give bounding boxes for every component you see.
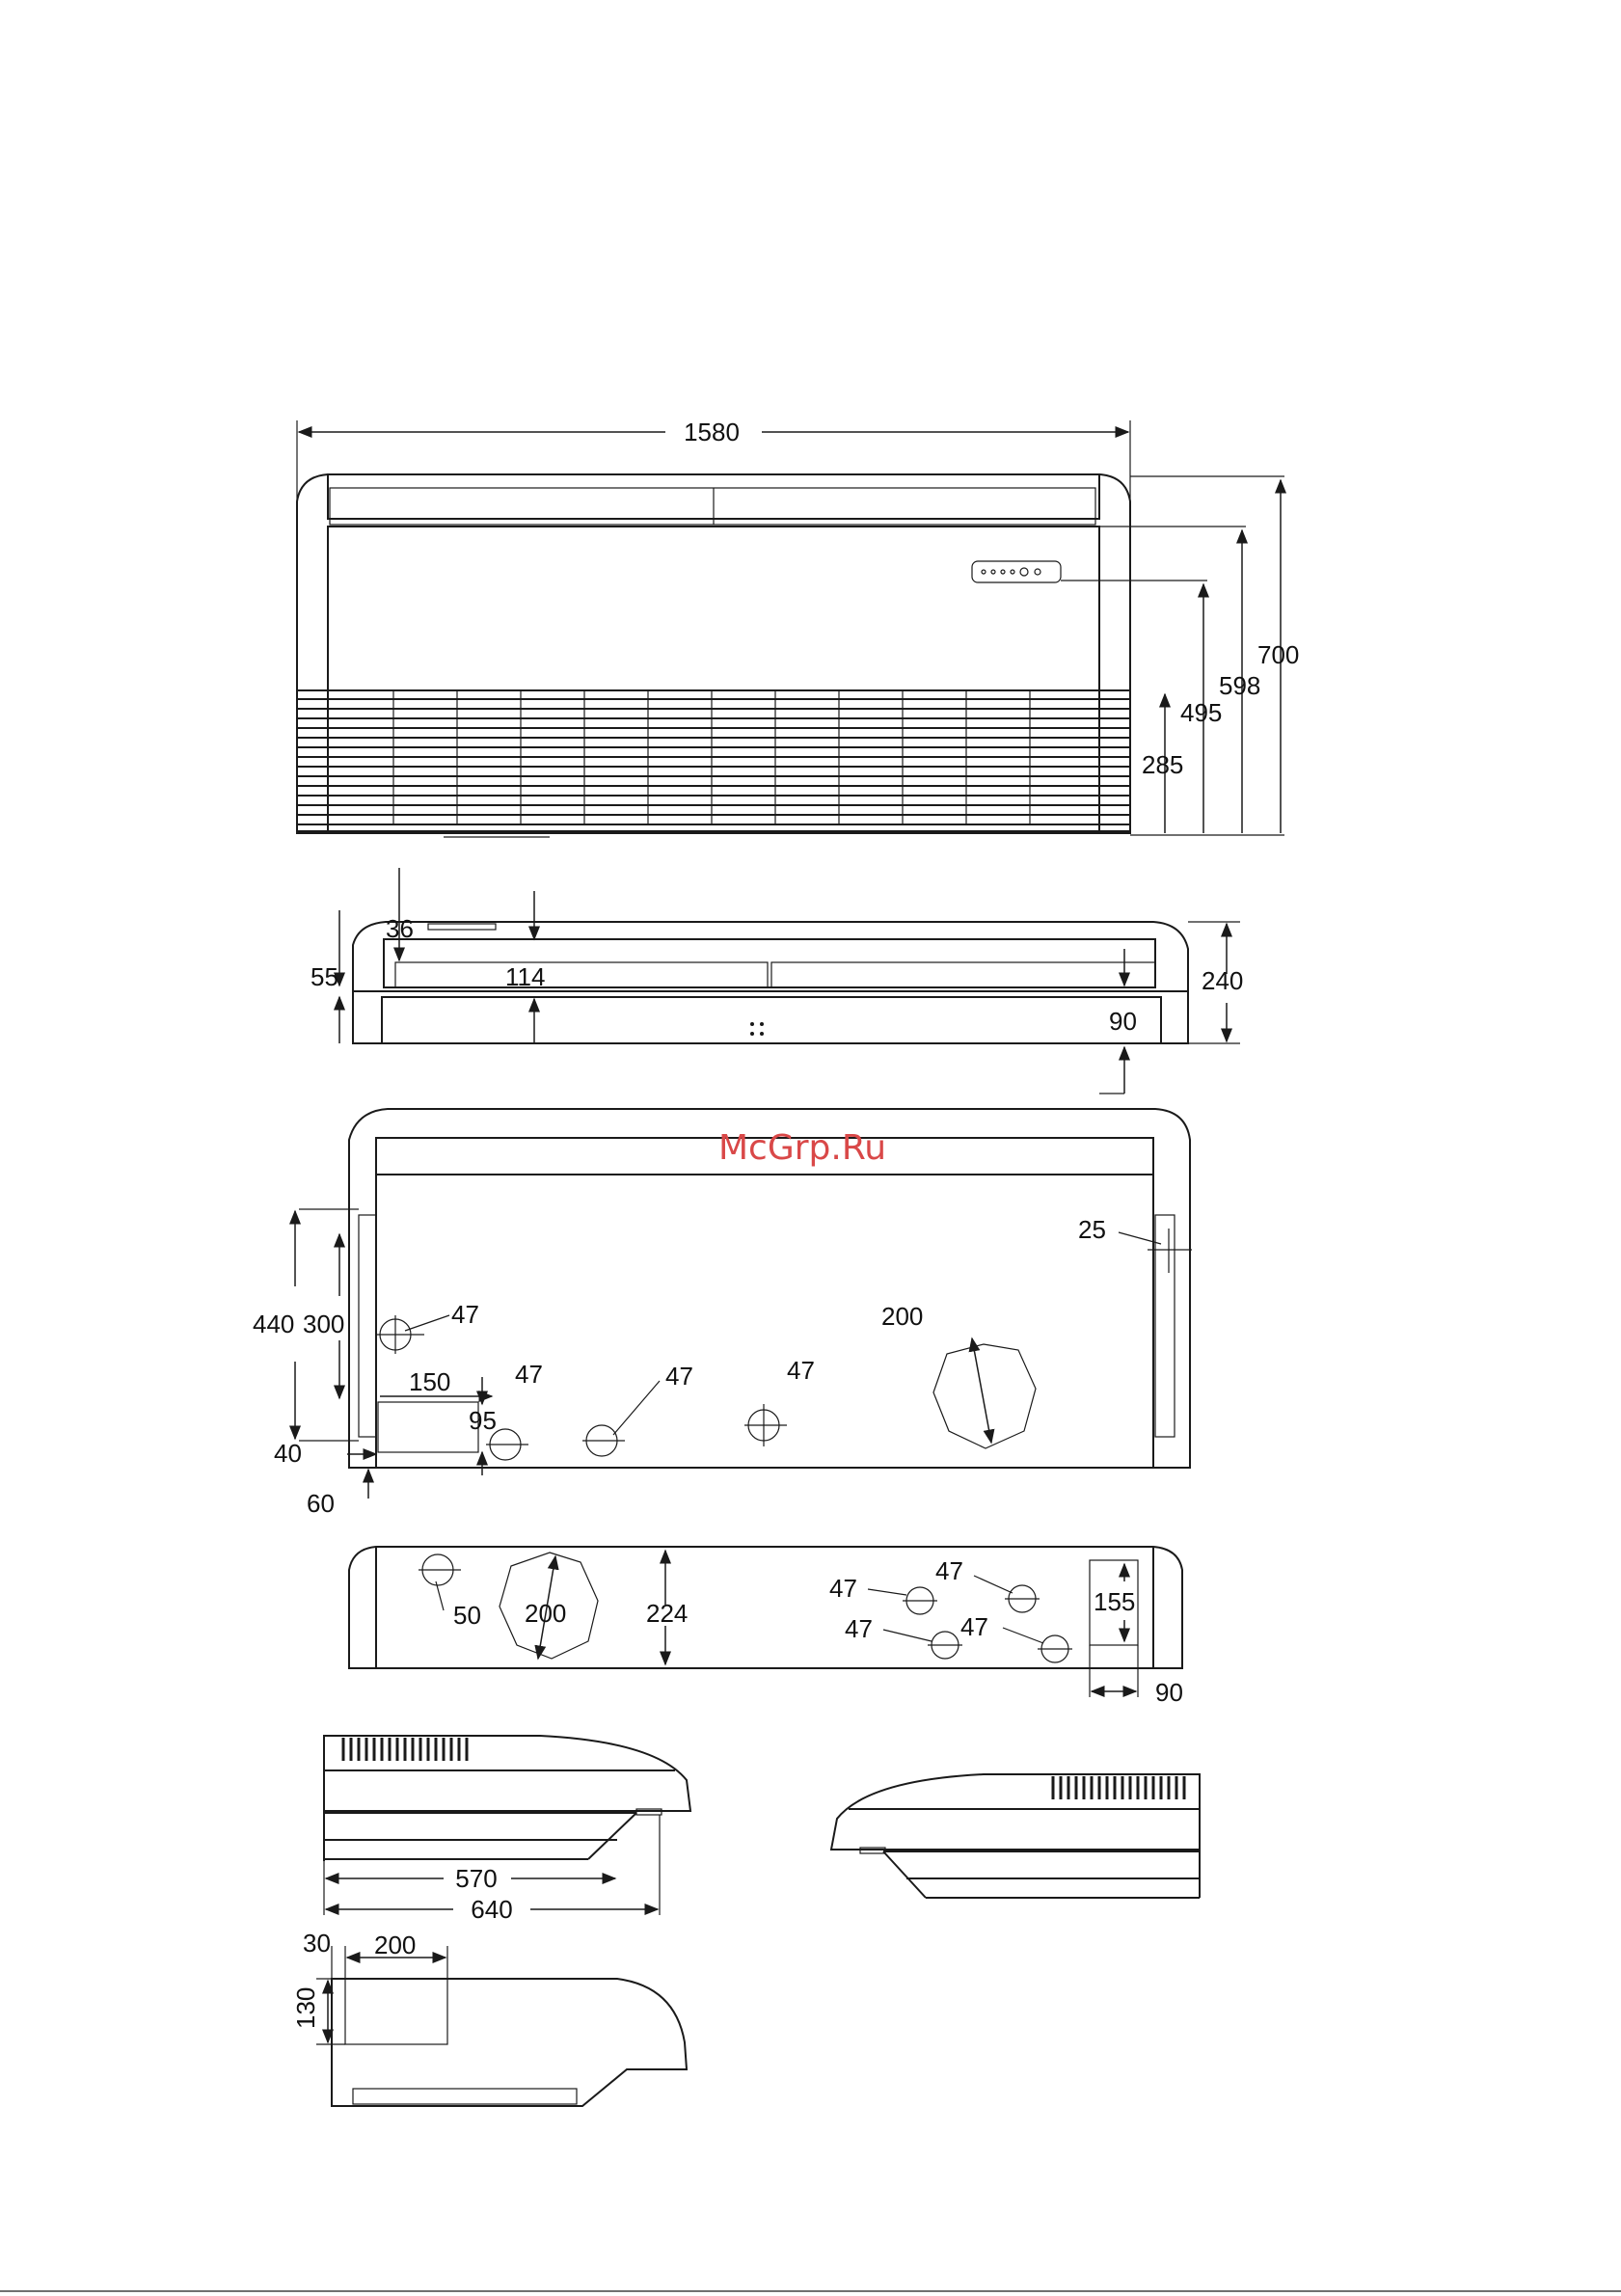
dim-285: 285 <box>1142 750 1184 779</box>
dim-640: 640 <box>471 1895 513 1924</box>
front-view <box>297 418 1299 837</box>
watermark: McGrp.Ru <box>718 1128 887 1168</box>
dim-40: 40 <box>274 1439 302 1468</box>
dim-90-bottom: 90 <box>1155 1678 1183 1707</box>
vent-slots <box>338 1738 473 1761</box>
dim-47-d: 47 <box>787 1356 815 1385</box>
dim-300: 300 <box>303 1310 345 1338</box>
dim-47-h: 47 <box>960 1612 988 1641</box>
back-view <box>253 1109 1192 1518</box>
dim-700: 700 <box>1257 640 1300 669</box>
dim-60: 60 <box>307 1489 335 1518</box>
detail-view <box>291 1929 687 2106</box>
dim-440: 440 <box>253 1310 295 1338</box>
dim-130: 130 <box>291 1986 320 2029</box>
bottom-view <box>349 1547 1183 1707</box>
dim-240: 240 <box>1202 966 1244 995</box>
dim-200-bottom: 200 <box>525 1599 567 1628</box>
dim-90-top: 90 <box>1109 1007 1137 1036</box>
duct-200 <box>933 1344 1036 1448</box>
top-view <box>311 868 1243 1094</box>
dim-495: 495 <box>1180 698 1223 727</box>
side-view-right <box>831 1774 1200 1898</box>
dim-55: 55 <box>311 962 338 991</box>
dim-47-g: 47 <box>845 1614 873 1643</box>
dim-95: 95 <box>469 1406 497 1435</box>
dim-47-c: 47 <box>665 1362 693 1391</box>
dim-200-back: 200 <box>881 1302 924 1331</box>
dim-150: 150 <box>409 1367 451 1396</box>
dim-155: 155 <box>1094 1587 1136 1616</box>
dim-50: 50 <box>453 1601 481 1630</box>
dim-224: 224 <box>646 1599 689 1628</box>
dim-114: 114 <box>505 962 546 991</box>
dim-36: 36 <box>386 914 414 943</box>
dim-1580: 1580 <box>684 418 740 446</box>
dim-25: 25 <box>1078 1215 1106 1244</box>
dim-200-detail: 200 <box>374 1931 417 1959</box>
dim-47-e: 47 <box>829 1574 857 1603</box>
dim-598: 598 <box>1219 671 1261 700</box>
dim-570: 570 <box>455 1864 498 1893</box>
air-grille <box>297 690 1130 825</box>
dim-47-a: 47 <box>451 1300 479 1329</box>
dim-47-f: 47 <box>935 1556 963 1585</box>
dim-30: 30 <box>303 1929 331 1958</box>
dim-47-b: 47 <box>515 1360 543 1389</box>
side-view-left <box>324 1736 690 1924</box>
